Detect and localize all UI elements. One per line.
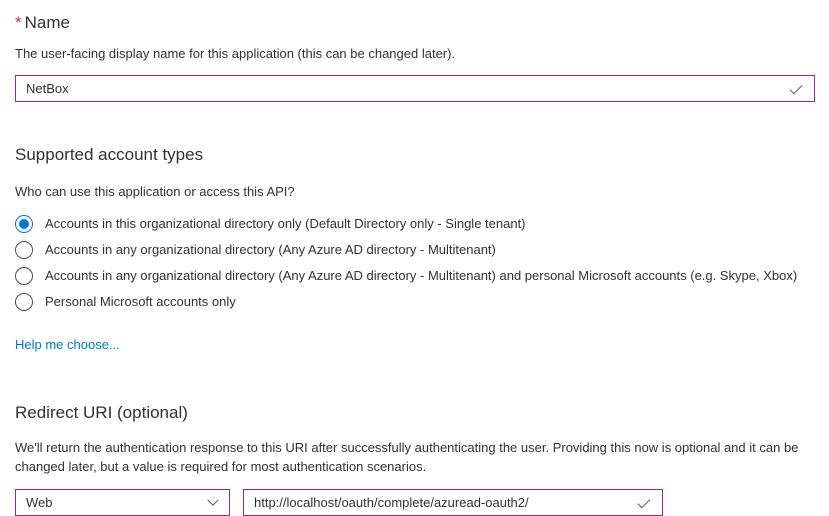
help-me-choose-link[interactable]: Help me choose... xyxy=(15,337,120,352)
app-registration-form xyxy=(15,12,814,516)
name-section xyxy=(15,12,814,102)
supported-account-types-section xyxy=(15,144,814,354)
name-field-description: The user-facing display name for this application (this can be changed later). xyxy=(15,46,456,61)
radio-option-multitenant[interactable] xyxy=(15,237,814,263)
radio-icon xyxy=(15,267,33,285)
name-field-label: Name xyxy=(24,13,70,32)
radio-option-single-tenant[interactable] xyxy=(15,211,814,237)
account-type-options xyxy=(15,211,814,315)
name-field-heading xyxy=(15,12,814,34)
radio-option-label: Accounts in any organizational directory (Any Azure AD directory - Multitenant) xyxy=(45,242,496,257)
radio-icon xyxy=(15,215,33,233)
redirect-uri-row xyxy=(15,489,814,516)
supported-account-types-heading: Supported account types xyxy=(15,145,204,164)
radio-option-personal-only[interactable] xyxy=(15,289,814,315)
redirect-uri-input[interactable] xyxy=(244,490,662,515)
radio-icon xyxy=(15,293,33,311)
radio-icon xyxy=(15,241,33,259)
account-types-question: Who can use this application or access this API? xyxy=(15,184,295,199)
radio-option-multitenant-personal[interactable] xyxy=(15,263,814,289)
required-asterisk: * xyxy=(15,13,22,32)
redirect-uri-description: We'll return the authentication response to this URI after successfully authenticating the user. Providing this now is optional and it can be changed later, but a value is required for most authentication scenarios. xyxy=(15,440,799,474)
radio-option-label: Personal Microsoft accounts only xyxy=(45,294,236,309)
name-input-wrap xyxy=(15,75,815,102)
platform-select[interactable] xyxy=(15,489,230,516)
radio-option-label: Accounts in this organizational directory only (Default Directory only - Single tenant) xyxy=(45,216,526,231)
name-input[interactable] xyxy=(16,76,814,101)
redirect-uri-heading: Redirect URI (optional) xyxy=(15,403,188,422)
radio-option-label: Accounts in any organizational directory (Any Azure AD directory - Multitenant) and personal Microsoft accounts (e.g. Skype, Xbox) xyxy=(45,268,798,283)
redirect-uri-section xyxy=(15,402,814,516)
redirect-uri-input-wrap xyxy=(243,489,663,516)
platform-select-value: Web xyxy=(26,495,53,510)
chevron-down-icon xyxy=(207,494,218,505)
